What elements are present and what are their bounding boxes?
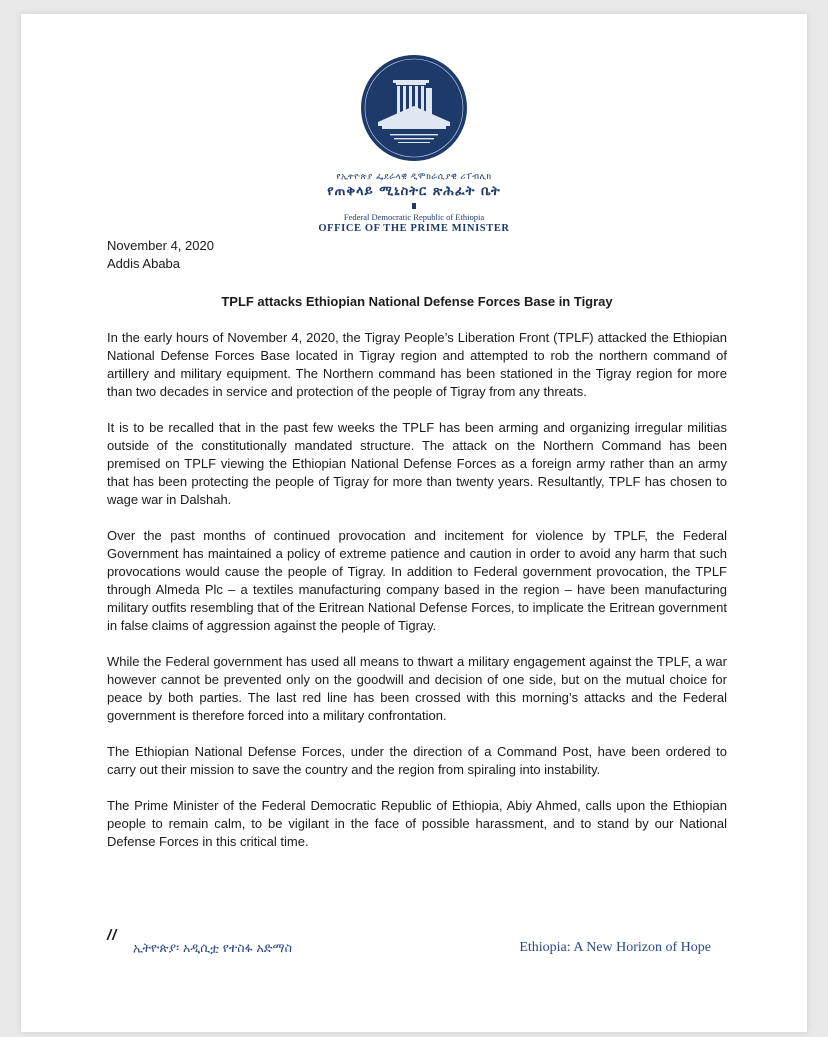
paragraph-6: The Prime Minister of the Federal Democratic Republic of Ethiopia, Abiy Ahmed, calls upon the Ethiopian people to remain calm, to be vigilant in the face of possible harassment, and to stand by our National Defense Forces in this critical time. [107,798,727,849]
letterhead [21,54,807,234]
footer-slogan: Ethiopia: A New Horizon of Hope [519,940,711,955]
letterhead-divider [412,203,416,209]
letter-page [21,14,807,1032]
closing-mark: // [107,927,118,944]
letterhead-amharic-republic: የኢትዮጵያ ፌደራላዊ ዲሞክራሲያዊ ሪፐብሊክ [336,172,492,182]
footer-amharic-slogan: ኢትዮጵያ፡ አዲሲቷ የተስፋ አድማስ [133,940,292,955]
paragraph-1: In the early hours of November 4, 2020, the Tigray People’s Liberation Front (TPLF) attacked the Ethiopian National Defense Forces Base located in Tigray region and attempted to rob the northern command of artillery and military equipment. The Northern command has been stationed in the Tigray region for more than two decades in service and protection of the people of Tigray from any threats. [107,330,727,399]
office-emblem-icon [360,54,468,162]
letter-body [107,237,727,869]
letterhead-fdre: Federal Democratic Republic of Ethiopia [343,212,485,222]
paragraph-4: While the Federal government has used all means to thwart a military engagement against the TPLF, a war however cannot be prevented only on the goodwill and decision of one side, but on the mutual choice for peace by both parties. The last red line has been crossed with this morning’s attacks and the Federal government is therefore forced into a military confrontation. [107,654,727,723]
letterhead-office-name: OFFICE OF THE PRIME MINISTER [318,223,510,234]
letter-title: TPLF attacks Ethiopian National Defense Forces Base in Tigray [221,294,613,309]
letter-place: Addis Ababa [107,256,181,271]
paragraph-3: Over the past months of continued provocation and incitement for violence by TPLF, the Federal Government has maintained a policy of extreme patience and caution in order to avoid any harm that such provocations would cause the people of Tigray. In addition to Federal government provocation, the TPLF through Almeda Plc – a textiles manufacturing company based in the region – have been manufacturing military outfits resembling that of the Eritrean National Defense Forces, to implicate the Eritrean government in false claims of aggression against the people of Tigray. [107,528,727,633]
paragraph-2: It is to be recalled that in the past few weeks the TPLF has been arming and organizing irregular militias outside of the constitutionally mandated structure. The attack on the Northern Command has been premised on TPLF viewing the Ethiopian National Defense Forces as a foreign army rather than an army that has been protecting the people of Tigray for more than twenty years. Resultantly, TPLF has chosen to wage war in Dalshah. [107,420,727,507]
paragraph-5: The Ethiopian National Defense Forces, under the direction of a Command Post, have been ordered to carry out their mission to save the country and the region from spiraling into instability. [107,744,727,777]
letterhead-amharic-office: የጠቅላይ ሚኒስትር ጽሕፈት ቤት [327,184,501,199]
letter-date: November 4, 2020 [107,238,214,253]
